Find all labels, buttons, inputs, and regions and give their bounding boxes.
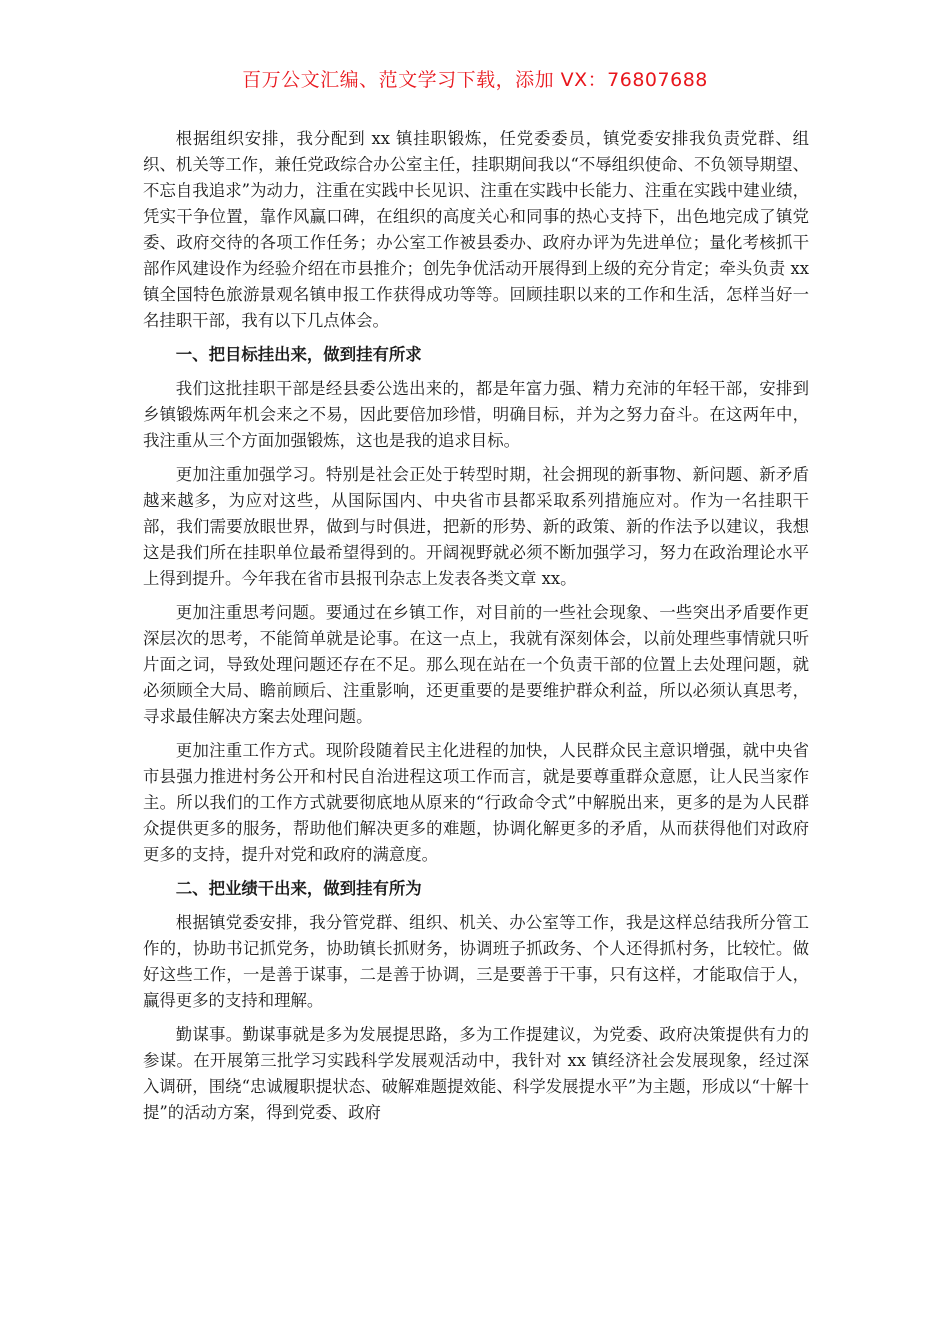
paragraph: 更加注重思考问题。要通过在乡镇工作，对目前的一些社会现象、一些突出矛盾要作更深层次的思考，不能简单就是论事。在这一点上，我就有深刻体会，以前处理些事情就只听片面之词，导致处理问题还存在不足。那么现在站在一个负责干部的位置上去处理问题，就必须顾全大局、瞻前顾后、注重影响，还更重要的是要维护群众利益，所以必须认真思考，寻求最佳解决方案去处理问题。 [143, 603, 809, 726]
paragraph: 我们这批挂职干部是经县委公选出来的，都是年富力强、精力充沛的年轻干部，安排到乡镇锻炼两年机会来之不易，因此要倍加珍惜，明确目标，并为之努力奋斗。在这两年中，我注重从三个方面加强锻炼，这也是我的追求目标。 [143, 379, 809, 450]
section-heading-1: 一、把目标挂出来，做到挂有所求 [175, 345, 422, 364]
watermark-banner: 百万公文汇编、范文学习下载，添加 VX：76807688 [242, 69, 708, 91]
paragraph: 根据镇党委安排，我分管党群、组织、机关、办公室等工作，我是这样总结我所分管工作的，协助书记抓党务，协助镇长抓财务，协调班子抓政务、个人还得抓村务，比较忙。做好这些工作，一是善于谋事，二是善于协调，三是要善于干事，只有这样，才能取信于人，赢得更多的支持和理解。 [143, 913, 809, 1010]
paragraph: 更加注重加强学习。特别是社会正处于转型时期，社会拥现的新事物、新问题、新矛盾越来越多，为应对这些，从国际国内、中央省市县都采取系列措施应对。作为一名挂职干部，我们需要放眼世界，做到与时俱进，把新的形势、新的政策、新的作法予以建议，我想这是我们所在挂职单位最希望得到的。开阔视野就必须不断加强学习，努力在政治理论水平上得到提升。今年我在省市县报刊杂志上发表各类文章 xx。 [143, 465, 809, 588]
paragraph: 更加注重工作方式。现阶段随着民主化进程的加快，人民群众民主意识增强，就中央省市县强力推进村务公开和村民自治进程这项工作而言，就是要尊重群众意愿，让人民当家作主。所以我们的工作方式就要彻底地从原来的“行政命令式”中解脱出来，更多的是为人民群众提供更多的服务，帮助他们解决更多的难题，协调化解更多的矛盾，从而获得他们对政府更多的支持，提升对党和政府的满意度。 [143, 741, 809, 864]
intro-paragraph: 根据组织安排，我分配到 xx 镇挂职锻炼，任党委委员，镇党委安排我负责党群、组织、机关等工作，兼任党政综合办公室主任，挂职期间我以“不辱组织使命、不负领导期望、不忘自我追求”为动力，注重在实践中长见识、注重在实践中长能力、注重在实践中建业绩，凭实干争位置，靠作风赢口碑，在组织的高度关心和同事的热心支持下，出色地完成了镇党委、政府交待的各项工作任务；办公室工作被县委办、政府办评为先进单位；量化考核抓干部作风建设作为经验介绍在市县推介；创先争优活动开展得到上级的充分肯定；牵头负责 xx 镇全国特色旅游景观名镇申报工作获得成功等等。回顾挂职以来的工作和生活，怎样当好一名挂职干部，我有以下几点体会。 [143, 129, 809, 330]
section-heading-2: 二、把业绩干出来，做到挂有所为 [175, 879, 422, 898]
paragraph: 勤谋事。勤谋事就是多为发展提思路，多为工作提建议，为党委、政府决策提供有力的参谋。在开展第三批学习实践科学发展观活动中，我针对 xx 镇经济社会发展现象，经过深入调研，围绕“忠诚履职提状态、破解难题提效能、科学发展提水平”为主题，形成以“十解十提”的活动方案，得到党委、政府 [143, 1025, 809, 1122]
document-body [143, 126, 809, 1134]
